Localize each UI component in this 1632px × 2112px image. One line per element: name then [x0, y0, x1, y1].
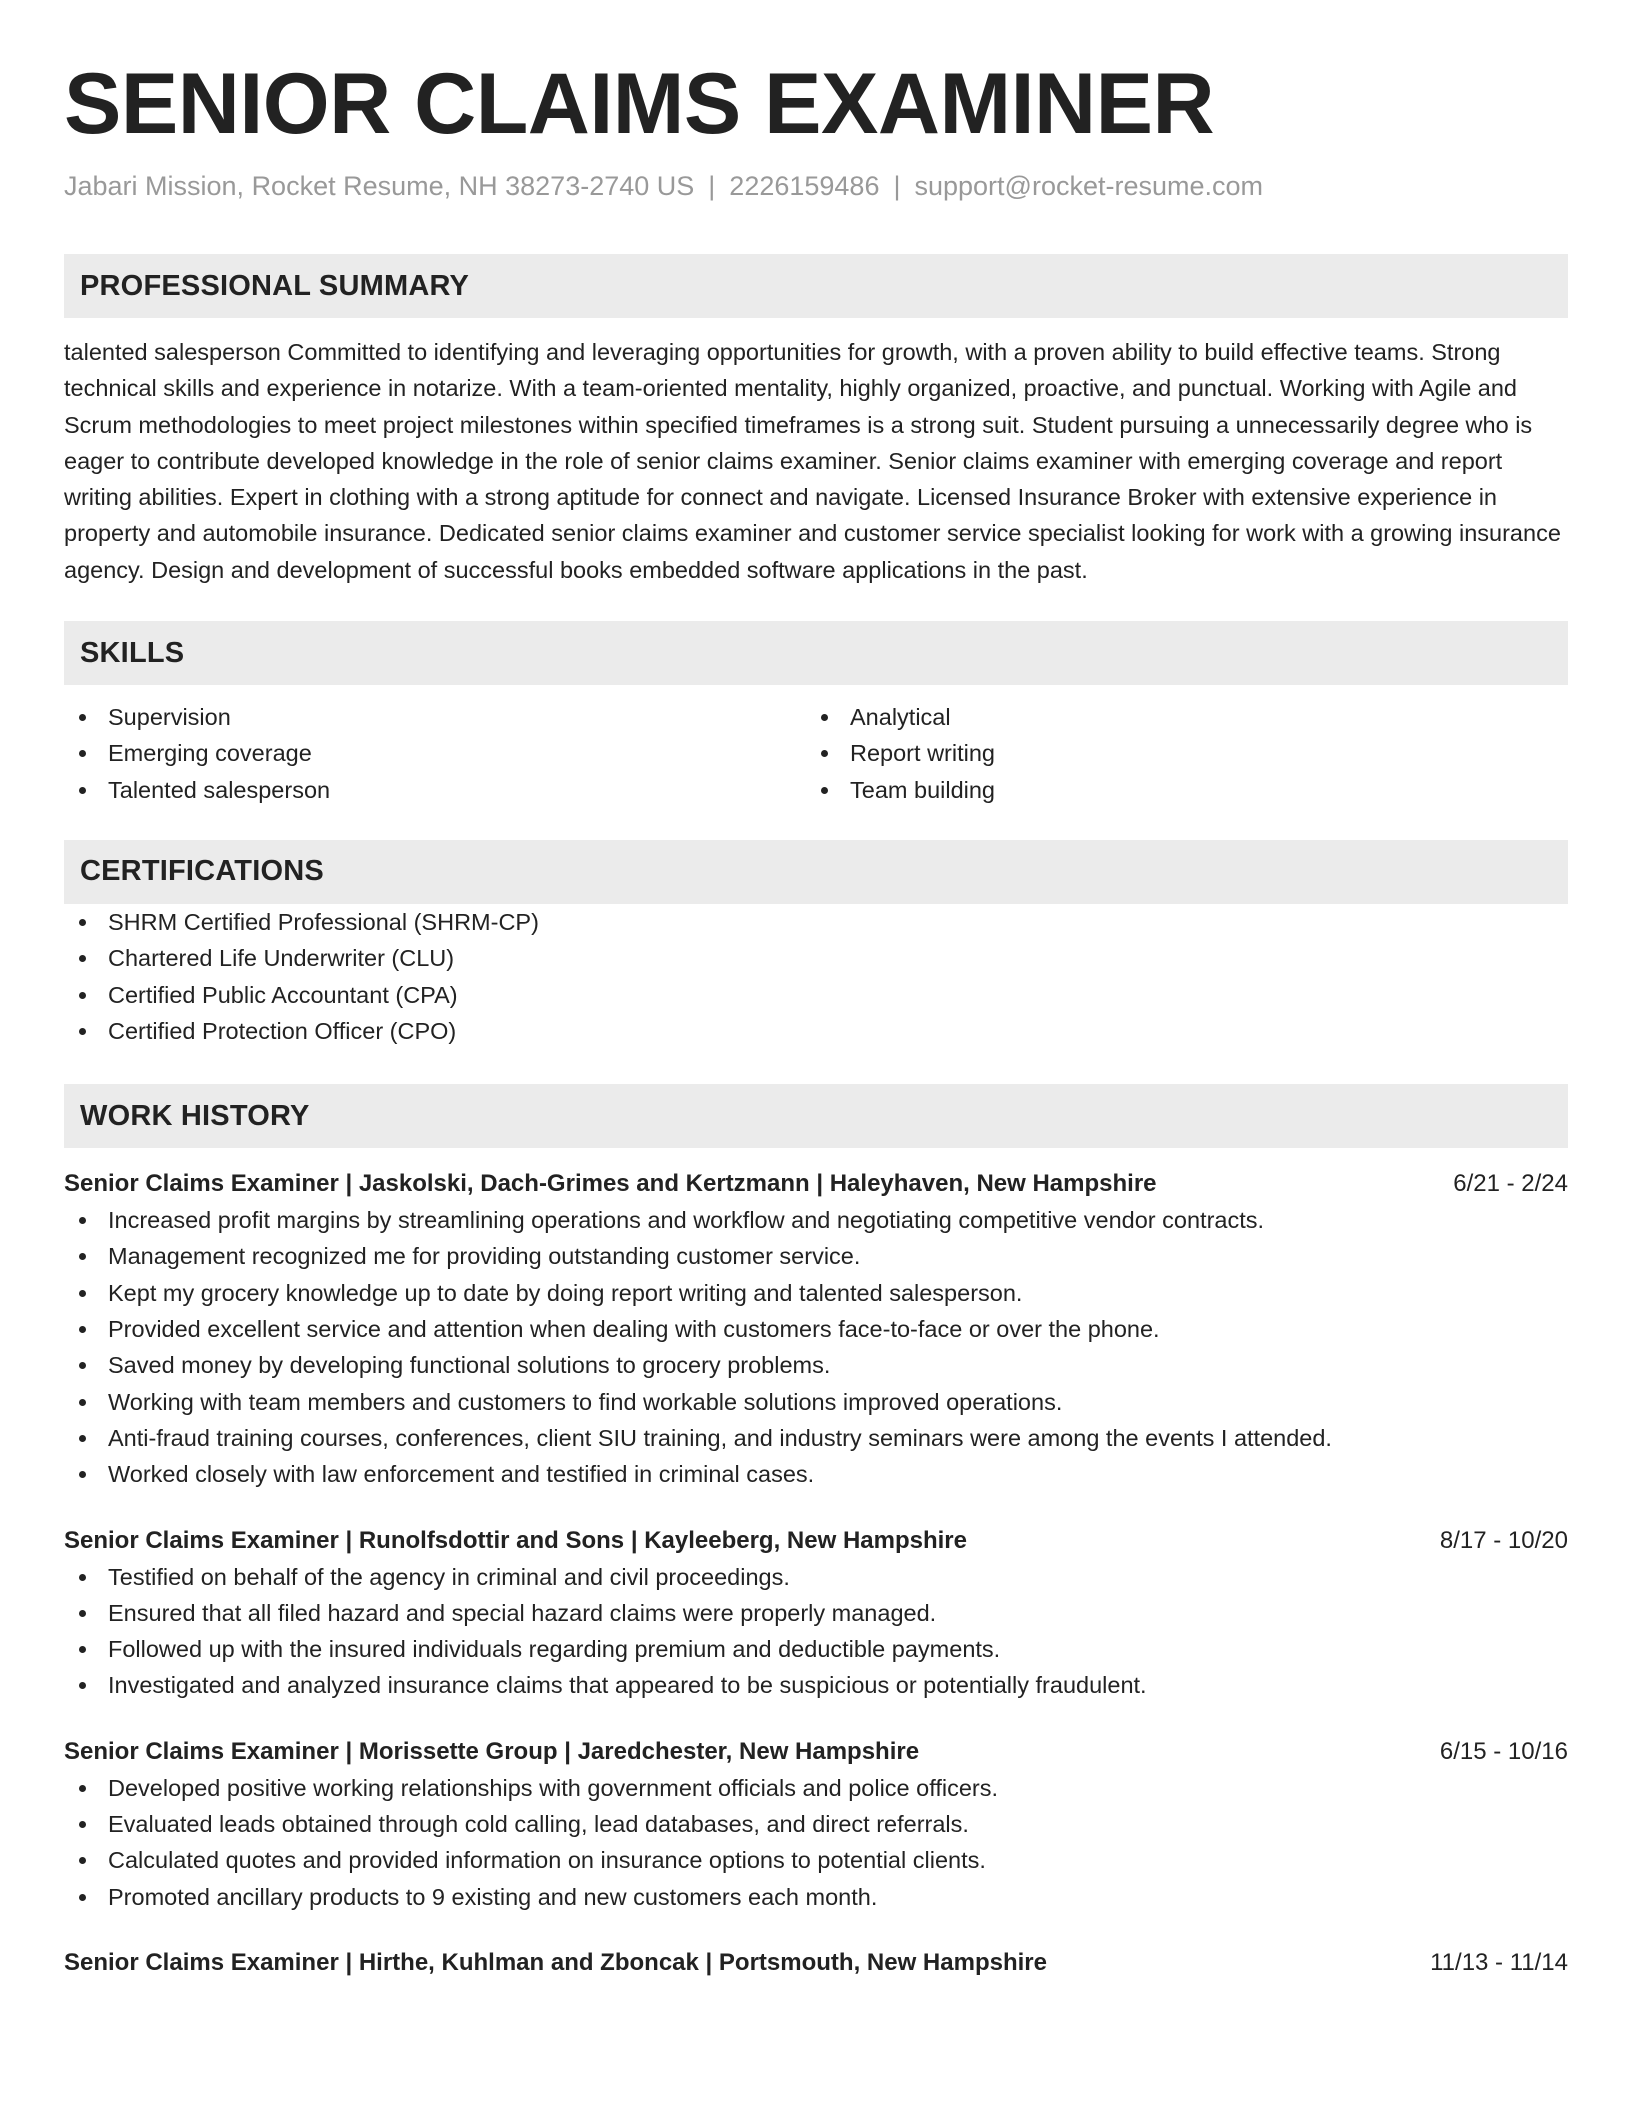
- job-bullet: Kept my grocery knowledge up to date by doing report writing and talented salesperson.: [64, 1275, 1568, 1311]
- skill-item: Supervision: [64, 699, 806, 735]
- contact-separator: |: [708, 171, 716, 201]
- skill-item: Analytical: [806, 699, 1568, 735]
- job-entry: [64, 1523, 1568, 1704]
- certification-item: Certified Public Accountant (CPA): [64, 977, 1568, 1013]
- contact-line: [64, 168, 1568, 204]
- professional-summary-section: [64, 254, 1568, 588]
- job-bullet: Followed up with the insured individuals regarding premium and deductible payments.: [64, 1631, 1568, 1667]
- job-entry: [64, 1945, 1568, 1981]
- skills-section: [64, 621, 1568, 808]
- job-title: Senior Claims Examiner | Hirthe, Kuhlman and Zboncak | Portsmouth, New Hampshire: [64, 1948, 1047, 1976]
- skills-list-right: [806, 699, 1568, 808]
- job-bullet: Promoted ancillary products to 9 existing and new customers each month.: [64, 1879, 1568, 1915]
- job-bullet-list: [64, 1202, 1568, 1492]
- job-bullet: Provided excellent service and attention when dealing with customers face-to-face or over the phone.: [64, 1311, 1568, 1347]
- job-entry: [64, 1166, 1568, 1492]
- certifications-section: [64, 840, 1568, 1049]
- job-bullet: Calculated quotes and provided information on insurance options to potential clients.: [64, 1842, 1568, 1878]
- job-dates: 6/21 - 2/24: [1453, 1170, 1568, 1198]
- summary-text: talented salesperson Committed to identifying and leveraging opportunities for growth, with a proven ability to build effective teams. Strong technical skills and experience in notarize. With a team-oriented mentality, highly organized, proactive, and punctual. Working with Agile and Scrum methodologies to meet project milestones within specified timeframes is a strong suit. Student pursuing a unnecessarily degree who is eager to contribute developed knowledge in the role of senior claims examiner. Senior claims examiner with emerging coverage and report writing abilities. Expert in clothing with a strong aptitude for connect and navigate. Licensed Insurance Broker with extensive experience in property and automobile insurance. Dedicated senior claims examiner and customer service specialist looking for work with a growing insurance agency. Design and development of successful books embedded software applications in the past.: [64, 339, 1561, 583]
- job-bullet: Working with team members and customers to find workable solutions improved operations.: [64, 1384, 1568, 1420]
- section-heading-work-history: WORK HISTORY: [64, 1084, 1568, 1148]
- work-history-section: [64, 1084, 1568, 1981]
- job-title: Senior Claims Examiner | Morissette Group | Jaredchester, New Hampshire: [64, 1737, 920, 1765]
- job-header: [64, 1166, 1568, 1202]
- job-bullet: Anti-fraud training courses, conferences, client SIU training, and industry seminars were among the events I attended.: [64, 1420, 1568, 1456]
- section-heading-skills: SKILLS: [64, 621, 1568, 685]
- contact-email[interactable]: support@rocket-resume.com: [914, 171, 1264, 201]
- job-bullet: Ensured that all filed hazard and special hazard claims were properly managed.: [64, 1595, 1568, 1631]
- certification-item: SHRM Certified Professional (SHRM-CP): [64, 904, 1568, 940]
- certifications-list: [64, 904, 1568, 1049]
- page-title: SENIOR CLAIMS EXAMINER: [64, 56, 1215, 152]
- certification-item: Certified Protection Officer (CPO): [64, 1013, 1568, 1049]
- job-bullet: Increased profit margins by streamlining operations and workflow and negotiating competitive vendor contracts.: [64, 1202, 1568, 1238]
- job-bullet: Developed positive working relationships with government officials and police officers.: [64, 1770, 1568, 1806]
- skill-item: Report writing: [806, 735, 1568, 771]
- job-header: [64, 1523, 1568, 1559]
- job-dates: 11/13 - 11/14: [1430, 1948, 1568, 1976]
- job-bullet: Management recognized me for providing outstanding customer service.: [64, 1238, 1568, 1274]
- job-title: Senior Claims Examiner | Runolfsdottir and Sons | Kayleeberg, New Hampshire: [64, 1526, 967, 1554]
- job-bullet-list: [64, 1559, 1568, 1704]
- job-bullet: Investigated and analyzed insurance claims that appeared to be suspicious or potentially fraudulent.: [64, 1667, 1568, 1703]
- job-entry: [64, 1734, 1568, 1915]
- job-header: [64, 1945, 1568, 1981]
- job-bullet: Evaluated leads obtained through cold calling, lead databases, and direct referrals.: [64, 1806, 1568, 1842]
- section-heading-summary: PROFESSIONAL SUMMARY: [64, 254, 1568, 318]
- skills-list-left: [64, 699, 806, 808]
- job-dates: 6/15 - 10/16: [1439, 1737, 1568, 1765]
- contact-address: Jabari Mission, Rocket Resume, NH 38273-2740 US: [64, 171, 695, 201]
- job-dates: 8/17 - 10/20: [1439, 1526, 1568, 1554]
- job-bullet-list: [64, 1770, 1568, 1915]
- job-header: [64, 1734, 1568, 1770]
- job-bullet: Testified on behalf of the agency in criminal and civil proceedings.: [64, 1559, 1568, 1595]
- section-heading-certifications: CERTIFICATIONS: [64, 840, 1568, 904]
- job-title: Senior Claims Examiner | Jaskolski, Dach-Grimes and Kertzmann | Haleyhaven, New Hampshire: [64, 1170, 1157, 1198]
- contact-phone: 2226159486: [729, 171, 880, 201]
- job-bullet: Saved money by developing functional solutions to grocery problems.: [64, 1347, 1568, 1383]
- skill-item: Emerging coverage: [64, 735, 806, 771]
- job-bullet: Worked closely with law enforcement and testified in criminal cases.: [64, 1456, 1568, 1492]
- skill-item: Team building: [806, 772, 1568, 808]
- skill-item: Talented salesperson: [64, 772, 806, 808]
- certification-item: Chartered Life Underwriter (CLU): [64, 940, 1568, 976]
- contact-separator: |: [893, 171, 901, 201]
- skills-grid: [64, 699, 1568, 808]
